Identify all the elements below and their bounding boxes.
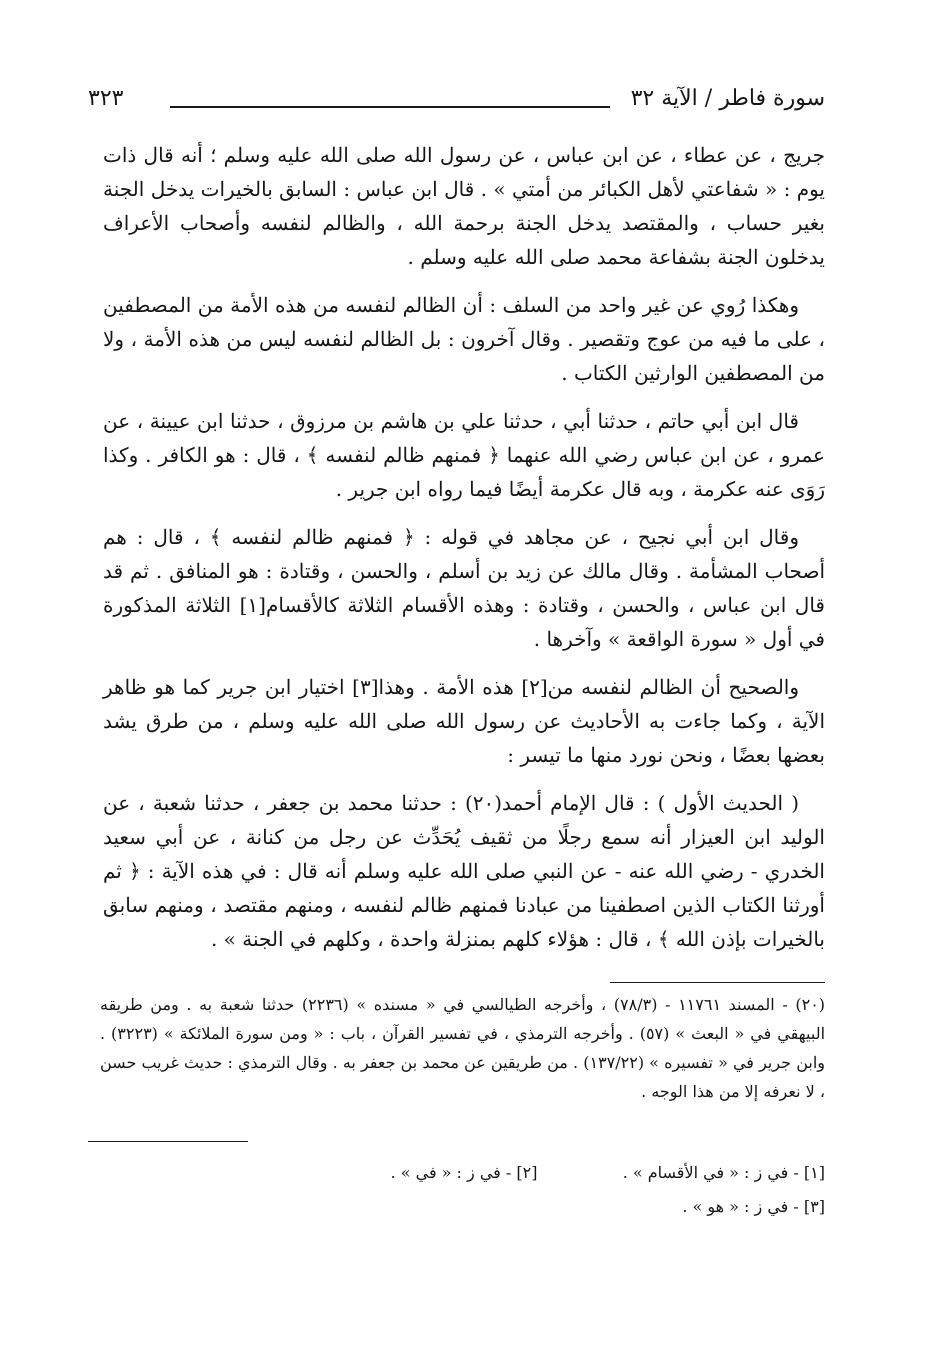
- footnote: [100, 990, 825, 1106]
- variant-note: [١] - في ز : « في الأقسام » .: [622, 1163, 825, 1182]
- surah-title: سورة فاطر / الآية ٣٢: [630, 86, 825, 111]
- footnote-divider: [610, 982, 825, 983]
- paragraph: قال ابن أبي حاتم ، حدثنا أبي ، حدثنا علي بن هاشم بن مرزوق ، حدثنا ابن عيينة ، عن عمرو ، عن ابن عباس رضي الله عنهما ﴿ فمنهم ظالم لنفسه ﴾ ، قال : هو الكافر . وكذا رَوَى عنه عكرمة ، وبه قال عكرمة أيضًا فيما رواه ابن جرير .: [103, 409, 825, 501]
- paragraph: وقال ابن أبي نجيح ، عن مجاهد في قوله : ﴿ فمنهم ظالم لنفسه ﴾ ، قال : هم أصحاب المشأمة . وقال مالك عن زيد بن أسلم ، والحسن ، وقتادة : هو المنافق . ثم قد قال ابن عباس ، والحسن ، وقتادة : وهذه الأقسام الثلاثة كالأقسام[١] الثلاثة المذكورة في أول « سورة الواقعة » وآخرها .: [103, 525, 825, 651]
- main-text: [103, 138, 825, 970]
- footnote-text: (٢٠) - المسند ١١٧٦١ - (٧٨/٣) ، وأخرجه الطيالسي في « مسنده » (٢٢٣٦) حدثنا شعبة به . ومن طريقه البيهقي في « البعث » (٥٧) . وأخرجه الترمذي ، في تفسير القرآن ، باب : « ومن سورة الملائكة » (٣٢٢٣) . وابن جرير في « تفسيره » (١٣٧/٢٢) . من طريقين عن محمد بن جعفر به . وقال الترمذي : حديث غريب حسن ، لا نعرفه إلا من هذا الوجه .: [100, 995, 826, 1101]
- paragraph: جريج ، عن عطاء ، عن ابن عباس ، عن رسول الله صلى الله عليه وسلم ؛ أنه قال ذات يوم : « شفاعتي لأهل الكبائر من أمتي » . قال ابن عباس : السابق بالخيرات يدخل الجنة بغير حساب ، والمقتصد يدخل الجنة برحمة الله ، والظالم لنفسه وأصحاب الأعراف يدخلون الجنة بشفاعة محمد صلى الله عليه وسلم .: [103, 143, 826, 269]
- variant-notes: [250, 1156, 825, 1224]
- page-number: ٣٢٣: [88, 86, 124, 111]
- page-header: [88, 86, 825, 116]
- header-rule: [170, 106, 610, 108]
- variant-note: [٣] - في ز : « هو » .: [682, 1197, 825, 1216]
- paragraph: وهكذا رُوي عن غير واحد من السلف : أن الظالم لنفسه من هذه الأمة من المصطفين ، على ما فيه من عوج وتقصير . وقال آخرون : بل الظالم لنفسه ليس من هذه الأمة ، ولا من المصطفين الوارثين الكتاب .: [103, 293, 825, 385]
- paragraph: والصحيح أن الظالم لنفسه من[٢] هذه الأمة . وهذا[٣] اختيار ابن جرير كما هو ظاهر الآية ، وكما جاءت به الأحاديث عن رسول الله صلى الله عليه وسلم ، من طرق يشد بعضها بعضًا ، ونحن نورد منها ما تيسر :: [103, 675, 825, 767]
- paragraph: ( الحديث الأول ) : قال الإمام أحمد(٢٠) : حدثنا محمد بن جعفر ، حدثنا شعبة ، عن الوليد ابن العيزار أنه سمع رجلًا من ثقيف يُحَدِّث عن رجل من كنانة ، عن أبي سعيد الخدري - رضي الله عنه - عن النبي صلى الله عليه وسلم أنه قال : في هذه الآية : ﴿ ثم أورثنا الكتاب الذين اصطفينا من عبادنا فمنهم ظالم لنفسه ، ومنهم مقتصد ، ومنهم سابق بالخيرات بإذن الله ﴾ ، قال : هؤلاء كلهم بمنزلة واحدة ، وكلهم في الجنة » .: [103, 791, 825, 951]
- variant-row: [250, 1190, 825, 1224]
- variants-divider: [88, 1141, 248, 1142]
- variant-row: [250, 1156, 825, 1190]
- variant-note: [٢] - في ز : « في » .: [390, 1163, 538, 1182]
